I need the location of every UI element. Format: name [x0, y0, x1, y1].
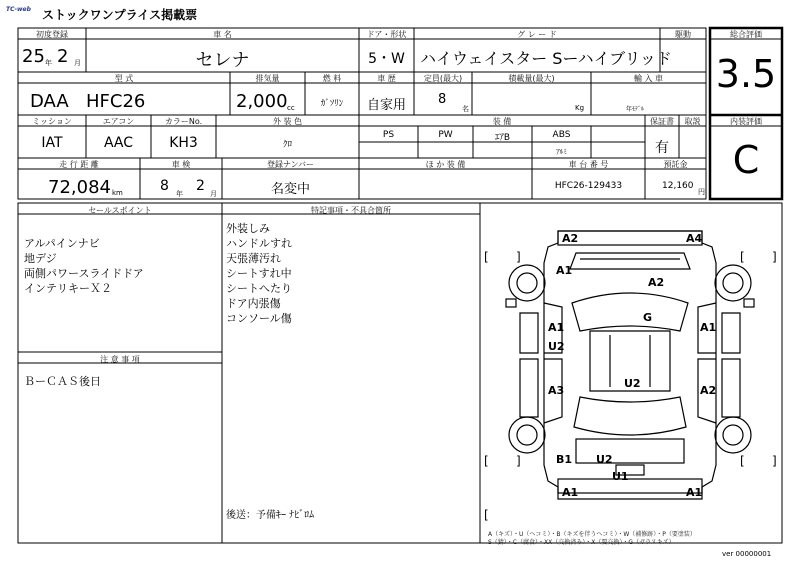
damage-bottom-a1: A1: [686, 486, 703, 499]
list-item: コンソール傷: [226, 312, 292, 325]
version-label: ver 00000001: [722, 550, 772, 558]
header-notes: 特記事項・不具合箇所: [311, 206, 391, 215]
km-unit: km: [112, 189, 123, 197]
recycle-value: 12,160: [662, 181, 694, 191]
header-plate: 登録ナンバー: [266, 160, 315, 169]
header-import: 輸 入 車: [633, 74, 664, 83]
aircon-value: AAC: [103, 135, 134, 151]
equip-airbag: ｴｱB: [494, 133, 511, 143]
list-item: シートすれ中: [226, 267, 292, 280]
kg-unit: Kg: [575, 104, 585, 112]
damage-left-front-door2: U2: [548, 340, 565, 353]
ext-color-value: ｸﾛ: [282, 140, 292, 150]
header-recycle: 預託金: [663, 160, 688, 169]
list-item: ハンドルすれ: [226, 237, 292, 250]
list-item: シートへたり: [226, 282, 292, 295]
reg-year: 25: [22, 46, 45, 67]
notes-footer: 後送：予備ｷｰ ﾅﾋﾞﾛﾑ: [226, 510, 315, 521]
header-car-name: 車 名: [213, 30, 232, 39]
mission-value: IAT: [41, 135, 63, 151]
car-name: セレナ: [195, 50, 250, 71]
list-item: ドア内張傷: [226, 297, 281, 310]
header-mileage: 走 行 距 離: [59, 160, 99, 169]
header-first-reg: 初度登録: [36, 30, 68, 39]
color-no-value: KH3: [169, 135, 198, 151]
insp-year-unit: 年: [176, 190, 183, 198]
total-score: 3.5: [715, 52, 777, 96]
equip-pw: PW: [438, 130, 453, 140]
list-item: アルパインナビ: [24, 237, 100, 250]
capacity-unit: 名: [462, 105, 469, 113]
list-item: 外装しみ: [226, 222, 270, 235]
damage-rear-a1: A1: [562, 486, 579, 499]
header-type: 型 式: [114, 74, 134, 83]
damage-left-fender: A1: [556, 264, 573, 277]
list-item: ＢーＣＡＳ後日: [24, 375, 101, 388]
bracket-open-bottom-left: [: [484, 454, 489, 468]
insp-year: 8: [160, 178, 169, 194]
frame-no-value: HFC26-129433: [554, 181, 623, 191]
header-aircon: エアコン: [102, 117, 135, 126]
header-history: 車 歴: [377, 74, 396, 83]
notes-list: [226, 221, 292, 326]
history-value: 自家用: [366, 98, 406, 113]
list-item: 地デジ: [24, 252, 57, 265]
header-fuel: 燃 料: [322, 74, 342, 83]
equip-abs: ABS: [552, 130, 571, 140]
model-code: HFC26: [86, 91, 146, 112]
plate-value: 名変中: [270, 182, 310, 197]
car-damage-diagram: [480, 203, 782, 543]
damage-center: U2: [624, 377, 641, 390]
damage-left-front-door: A1: [548, 321, 565, 334]
header-other-equip: ほ か 装 備: [425, 160, 466, 169]
fuel-value: ｶﾞｿﾘﾝ: [320, 99, 344, 109]
header-sales-point: セールスポイント: [88, 206, 152, 215]
legend-line-1: A（キズ）・U（ヘコミ）・B（キズを伴うヘコミ）・W（補修跡）・P（要塗装）: [488, 531, 696, 538]
header-color-no: カラーNo.: [164, 117, 203, 126]
header-load: 積載量(最大): [508, 74, 555, 83]
model-prefix: DAA: [30, 91, 69, 112]
legend-line-2: S（錆）・C（腐食）・XX（交換済み）・X（要交換）・G（ガラスキズ）: [488, 539, 675, 546]
header-inspection: 車 検: [171, 160, 191, 169]
bracket-open-top-right: [: [740, 250, 745, 264]
header-engine: 排気量: [255, 74, 280, 83]
displacement: 2,000: [236, 91, 288, 112]
list-item: 両側パワースライドドア: [24, 267, 144, 280]
header-interior-score: 内装評価: [730, 117, 762, 126]
damage-left-rear-door: A3: [548, 384, 565, 397]
list-item: インテリキーＸ２: [24, 282, 112, 295]
year-model: 年ﾓﾃﾞﾙ: [626, 106, 645, 113]
interior-score: C: [732, 138, 760, 182]
bracket-open-top-left: [: [484, 250, 489, 264]
header-equip: 装 備: [492, 117, 512, 126]
header-manual: 取説: [684, 117, 701, 126]
caution-list: [24, 374, 101, 389]
grade-value: ハイウェイスター Sーハイブリッド: [420, 49, 672, 68]
list-item: 天張薄汚れ: [226, 252, 281, 265]
insp-month-unit: 月: [210, 190, 217, 198]
header-drive: 駆動: [675, 30, 691, 39]
header-grade: グ レ ー ド: [517, 30, 557, 39]
mileage-value: 72,084: [48, 177, 111, 198]
header-total-score: 総合評価: [730, 30, 762, 39]
header-mission: ミッション: [32, 117, 72, 126]
reg-month-unit: 月: [74, 59, 81, 67]
damage-right-rear-door: A2: [700, 384, 717, 397]
cc-unit: cc: [287, 104, 295, 112]
damage-rear-u1: U1: [612, 470, 629, 483]
sales-points-list: [24, 236, 144, 296]
bracket-close-bottom-left: ]: [516, 454, 521, 468]
damage-front-left: A2: [562, 232, 579, 245]
bracket-close-top-left: ]: [516, 250, 521, 264]
capacity-value: 8: [438, 92, 447, 107]
equip-ps: PS: [382, 130, 395, 140]
header-warranty: 保証書: [650, 117, 674, 126]
reg-month: 2: [57, 46, 69, 67]
insp-month: 2: [196, 178, 205, 194]
header-frame-no: 車 台 番 号: [568, 160, 609, 169]
header-capacity: 定員(最大): [423, 74, 463, 83]
damage-hood: A2: [648, 276, 665, 289]
bracket-open-bottom-right: [: [740, 454, 745, 468]
damage-right-front-door: A1: [700, 321, 717, 334]
damage-rear-left: B1: [556, 453, 573, 466]
page-title: ストックワンプライス掲載票: [42, 8, 198, 22]
brand-logo: TC-web: [6, 6, 31, 13]
bracket-close-bottom-right: ]: [772, 454, 777, 468]
bracket-close-top-right: ]: [772, 250, 777, 264]
bracket-open-legend: [: [484, 508, 489, 522]
header-ext-color: 外 装 色: [272, 117, 303, 126]
header-caution: 注 意 事 項: [100, 355, 140, 364]
damage-roof: G: [643, 311, 653, 324]
header-doors: ドア・形状: [366, 30, 407, 39]
damage-rear-center: U2: [596, 453, 613, 466]
doors-value: 5・W: [368, 51, 405, 67]
equip-alumi: ｱﾙﾐ: [556, 148, 567, 156]
yen-unit: 円: [698, 188, 705, 196]
reg-year-unit: 年: [45, 59, 52, 67]
damage-front-right: A4: [686, 232, 703, 245]
warranty-value: 有: [655, 140, 669, 156]
